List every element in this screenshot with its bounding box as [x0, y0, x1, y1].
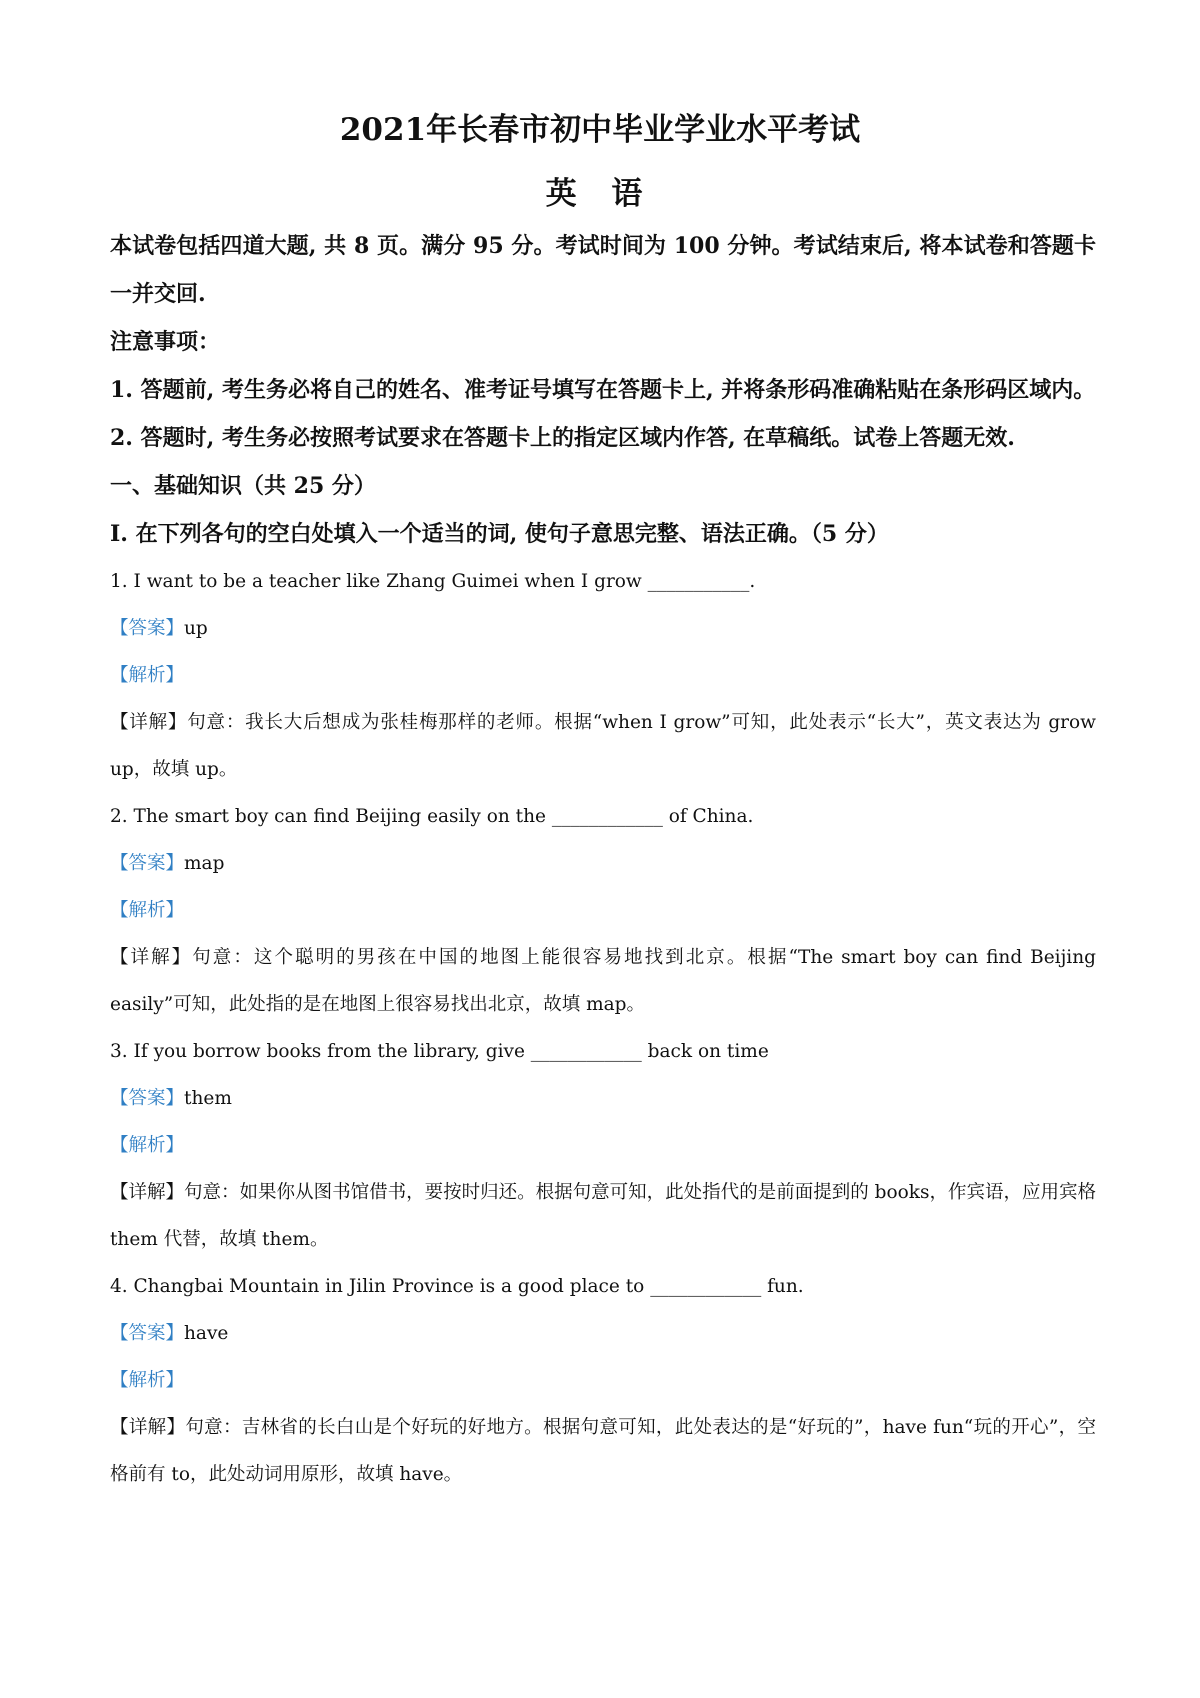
analysis-line	[110, 887, 1096, 934]
detail-tag: 【详解】	[110, 1417, 186, 1438]
detail-line	[110, 699, 1096, 793]
exam-intro: 本试卷包括四道大题, 共 8 页。满分 95 分。考试时间为 100 分钟。考试结束后, 将本试卷和答题卡一并交回.	[110, 233, 1096, 307]
detail-tag: 【详解】	[110, 1182, 185, 1203]
answer-value: have	[184, 1323, 229, 1344]
detail-text: 句意：吉林省的长白山是个好玩的好地方。根据句意可知，此处表达的是“好玩的”，have fun“玩的开心”，空格前有 to，此处动词用原形，故填 have。	[110, 1417, 1096, 1485]
question-block	[110, 793, 1096, 1028]
detail-tag: 【详解】	[110, 712, 188, 733]
analysis-tag: 【解析】	[110, 900, 185, 921]
analysis-line	[110, 1357, 1096, 1404]
answer-tag: 【答案】	[110, 1323, 185, 1344]
answer-line	[110, 840, 1096, 887]
detail-line	[110, 934, 1096, 1028]
exam-title: 2021年长春市初中毕业学业水平考试	[339, 112, 861, 148]
answer-line	[110, 1075, 1096, 1122]
analysis-line	[110, 1122, 1096, 1169]
detail-tag: 【详解】	[110, 947, 193, 968]
detail-text: 句意：我长大后想成为张桂梅那样的老师。根据“when I grow”可知，此处表示“长大”，英文表达为 grow up，故填 up。	[110, 712, 1096, 780]
question-stem: 4. Changbai Mountain in Jilin Province is a good place to ____________ fun.	[110, 1276, 804, 1297]
notice-heading: 注意事项：	[110, 329, 221, 355]
answer-tag: 【答案】	[110, 618, 185, 639]
question-stem: 2. The smart boy can find Beijing easily on the ____________ of China.	[110, 806, 754, 827]
question-block	[110, 1028, 1096, 1263]
answer-line	[110, 605, 1096, 652]
detail-text: 句意：这个聪明的男孩在中国的地图上能很容易地找到北京。根据“The smart boy can find Beijing easily”可知，此处指的是在地图上很容易找出北京，故填 map。	[110, 947, 1096, 1015]
answer-line	[110, 1310, 1096, 1357]
detail-text: 句意：如果你从图书馆借书，要按时归还。根据句意可知，此处指代的是前面提到的 books，作宾语，应用宾格 them 代替，故填 them。	[110, 1182, 1096, 1250]
subject-title: 英 语	[545, 176, 655, 212]
answer-value: map	[184, 853, 225, 874]
part-heading: I. 在下列各句的空白处填入一个适当的词, 使句子意思完整、语法正确。（5 分）	[110, 521, 889, 547]
analysis-line	[110, 652, 1096, 699]
section-heading: 一、基础知识（共 25 分）	[110, 473, 376, 499]
analysis-tag: 【解析】	[110, 1135, 185, 1156]
notice-item-1: 1. 答题前, 考生务必将自己的姓名、准考证号填写在答题卡上, 并将条形码准确粘贴在条形码区域内。	[110, 377, 1096, 403]
notice-item-2: 2. 答题时, 考生务必按照考试要求在答题卡上的指定区域内作答, 在草稿纸。试卷上答题无效.	[110, 425, 1015, 451]
exam-body	[110, 222, 1096, 1498]
question-block	[110, 558, 1096, 793]
question-stem: 1. I want to be a teacher like Zhang Guimei when I grow ___________.	[110, 571, 756, 592]
analysis-tag: 【解析】	[110, 1370, 185, 1391]
question-block	[110, 1263, 1096, 1498]
answer-value: up	[184, 618, 208, 639]
question-stem: 3. If you borrow books from the library, give ____________ back on time	[110, 1041, 769, 1062]
answer-tag: 【答案】	[110, 853, 185, 874]
answer-value: them	[184, 1088, 232, 1109]
detail-line	[110, 1169, 1096, 1263]
analysis-tag: 【解析】	[110, 665, 185, 686]
detail-line	[110, 1404, 1096, 1498]
answer-tag: 【答案】	[110, 1088, 185, 1109]
